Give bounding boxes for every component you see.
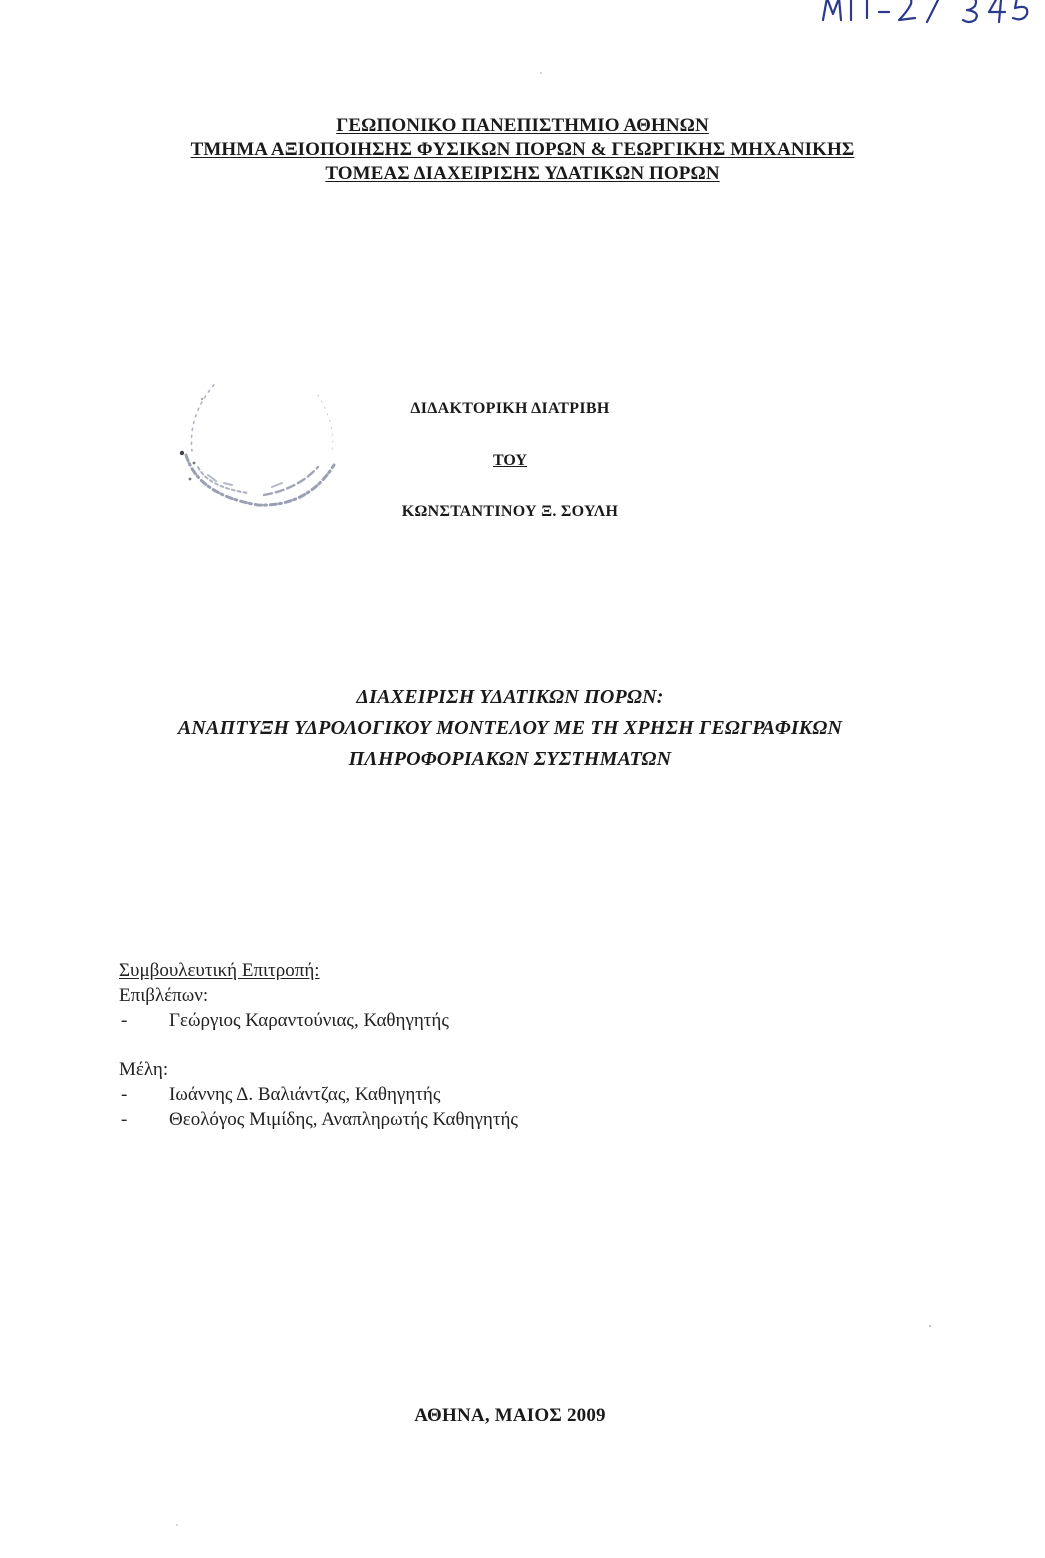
- supervisor-label: Επιβλέπων:: [119, 985, 209, 1006]
- list-dash: -: [121, 1084, 128, 1105]
- scan-speck: [929, 1325, 931, 1327]
- member-entry: [119, 1082, 518, 1107]
- archive-handwritten-mark: [815, 0, 1045, 24]
- member-name: Ιωάννης Δ. Βαλιάντζας, Καθηγητής: [169, 1084, 441, 1105]
- member-entry: [119, 1107, 518, 1132]
- institution-header: [0, 114, 1045, 186]
- thesis-type: ΔΙΔΑΚΤΟΡΙΚΗ ΔΙΑΤΡΙΒΗ: [410, 400, 610, 417]
- committee-heading: Συμβουλευτική Επιτροπή:: [119, 960, 320, 981]
- members-label: Μέλη:: [119, 1059, 169, 1080]
- thesis-title-line-3: ΠΛΗΡΟΦΟΡΙΑΚΩΝ ΣΥΣΤΗΜΑΤΩΝ: [348, 748, 672, 770]
- thesis-title-line-2: ΑΝΑΠΤΥΞΗ ΥΔΡΟΛΟΓΙΚΟΥ ΜΟΝΤΕΛΟΥ ΜΕ ΤΗ ΧΡΗΣΗ ΓΕΩΓΡΑΦΙΚΩΝ: [177, 717, 843, 739]
- embossed-stamp-icon: [168, 355, 348, 515]
- department-name: ΤΜΗΜΑ ΑΞΙΟΠΟΙΗΣΗΣ ΦΥΣΙΚΩΝ ΠΟΡΩΝ & ΓΕΩΡΓΙΚΗΣ ΜΗΧΑΝΙΚΗΣ: [190, 139, 855, 160]
- supervisor-name: Γεώργιος Καραντούνιας, Καθηγητής: [169, 1010, 449, 1031]
- supervisor-entry: [119, 1008, 518, 1033]
- thesis-title: [0, 682, 1020, 775]
- scan-speck: [540, 72, 542, 74]
- list-dash: -: [121, 1010, 128, 1031]
- member-name: Θεολόγος Μιμίδης, Αναπληρωτής Καθηγητής: [169, 1109, 518, 1130]
- place-and-date: ΑΘΗΝΑ, ΜΑΙΟΣ 2009: [414, 1405, 606, 1426]
- thesis-of-label: ΤΟΥ: [493, 452, 527, 469]
- scan-speck: [176, 1524, 178, 1526]
- thesis-title-line-1: ΔΙΑΧΕΙΡΙΣΗ ΥΔΑΤΙΚΩΝ ΠΟΡΩΝ:: [356, 686, 664, 708]
- university-name: ΓΕΩΠΟΝΙΚΟ ΠΑΝΕΠΙΣΤΗΜΙΟ ΑΘΗΝΩΝ: [336, 115, 709, 136]
- division-name: ΤΟΜΕΑΣ ΔΙΑΧΕΙΡΙΣΗΣ ΥΔΑΤΙΚΩΝ ΠΟΡΩΝ: [325, 163, 720, 184]
- thesis-author: ΚΩΝΣΤΑΝΤΙΝΟΥ Ξ. ΣΟΥΛΗ: [401, 503, 619, 520]
- advisory-committee: [119, 958, 518, 1132]
- list-dash: -: [121, 1109, 128, 1130]
